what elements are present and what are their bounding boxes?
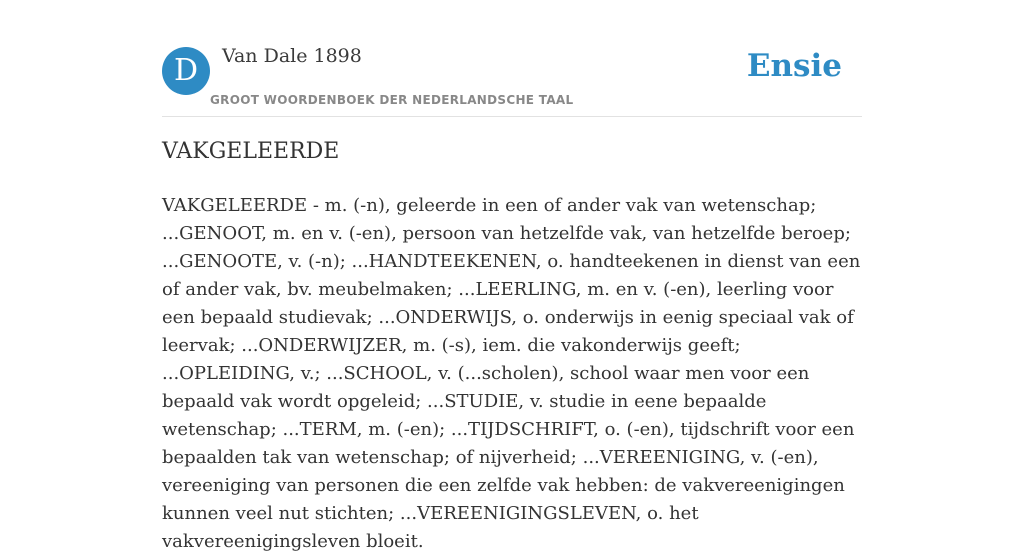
source-avatar[interactable]: D: [162, 47, 210, 95]
brand-logo[interactable]: Ensie: [746, 48, 842, 84]
entry-card: [162, 0, 862, 552]
entry-title: VAKGELEERDE: [162, 139, 340, 164]
source-subtitle: GROOT WOORDENBOEK DER NEDERLANDSCHE TAAL: [210, 93, 574, 107]
source-header: [162, 0, 862, 117]
source-title[interactable]: Van Dale 1898: [222, 45, 362, 67]
entry-definition: VAKGELEERDE - m. (-n), geleerde in een of ander vak van wetenschap; ...GENOOT, m. en v. (-en), persoon van hetzelfde vak, van hetzelfde beroep; ...GENOOTE, v. (-n); ...HANDTEEKENEN, o. handteekenen in dienst van een of ander vak, bv. meubelmaken; ...LEERLING, m. en v. (-en), leerling voor een bepaald studievak; ...ONDERWIJS, o. onderwijs in eenig speciaal vak of leervak; ...ONDERWIJZER, m. (-s), iem. die vakonderwijs geeft; ...OPLEIDING, v.; ...SCHOOL, v. (...scholen), school waar men voor een bepaald vak wordt opgeleid; ...STUDIE, v. studie in eene bepaalde wetenschap; ...TERM, m. (-en); ...TIJDSCHRIFT, o. (-en), tijdschrift voor een bepaalden tak van wetenschap; of nijverheid; ...VEREENIGING, v. (-en), vereeniging van personen die een zelfde vak hebben: de vakvereenigingen kunnen veel nut stichten; ...VEREENIGINGSLEVEN, o. het vakvereenigingsleven bloeit.: [162, 195, 861, 552]
